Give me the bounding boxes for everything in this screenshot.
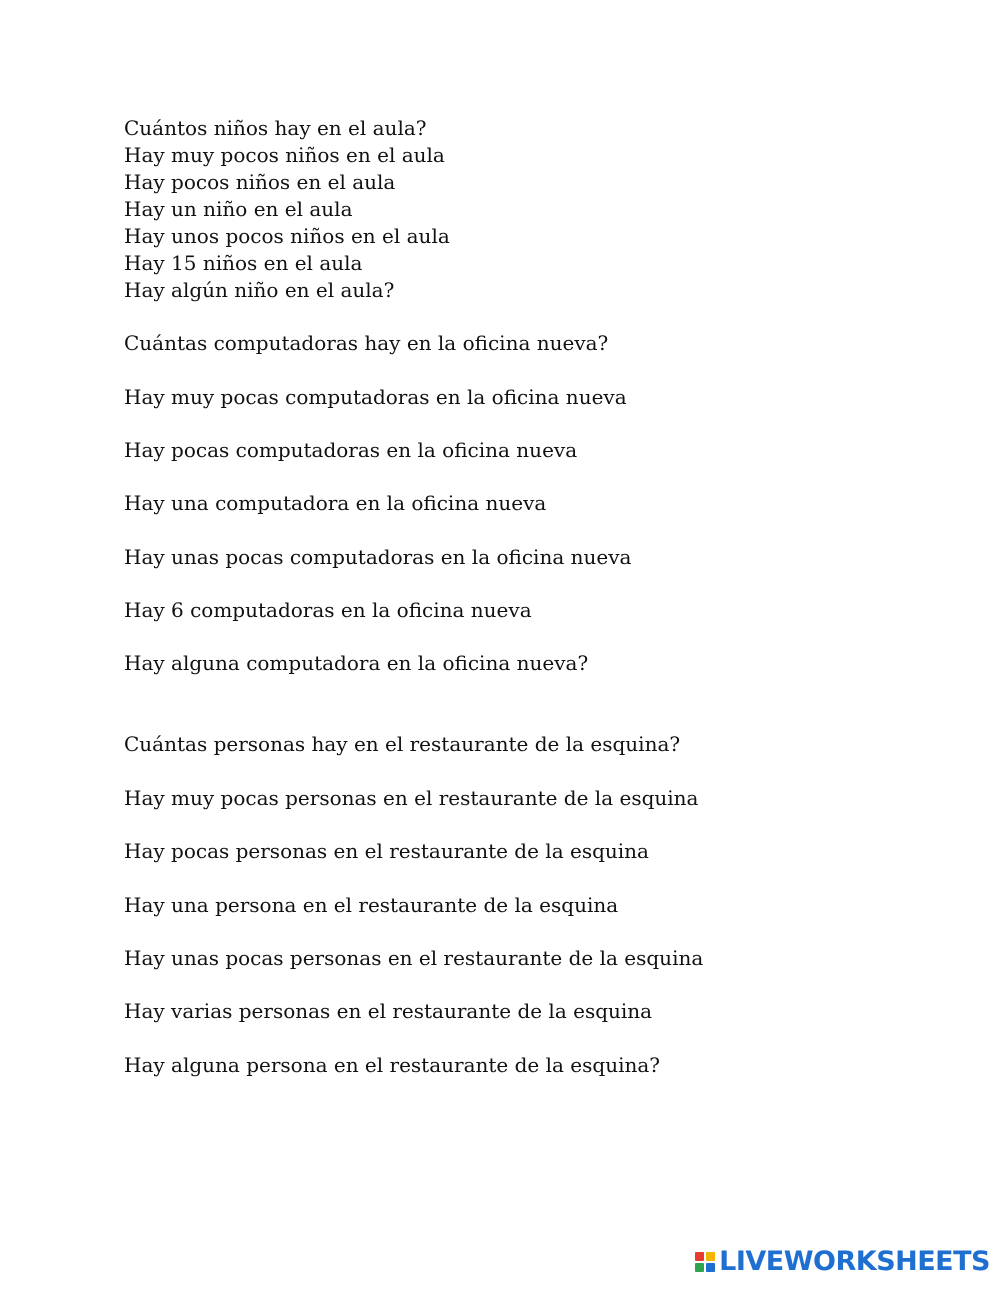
answer-option[interactable]: Hay una computadora en la oficina nueva: [124, 491, 547, 515]
question-1: Cuántos niños hay en el aula?: [124, 116, 427, 140]
answer-option[interactable]: Hay una persona en el restaurante de la esquina: [124, 893, 619, 917]
answer-option[interactable]: Hay alguna persona en el restaurante de la esquina?: [124, 1053, 660, 1077]
logo-blocks-icon: [695, 1252, 715, 1272]
answer-option[interactable]: Hay muy pocos niños en el aula: [124, 143, 445, 167]
answer-option[interactable]: Hay algún niño en el aula?: [124, 278, 395, 302]
answer-option[interactable]: Hay pocas computadoras en la oficina nueva: [124, 438, 578, 462]
answer-option[interactable]: Hay unos pocos niños en el aula: [124, 224, 450, 248]
answer-option[interactable]: Hay alguna computadora en la oficina nueva?: [124, 651, 589, 675]
answer-option[interactable]: Hay varias personas en el restaurante de la esquina: [124, 999, 653, 1023]
logo-block: [695, 1263, 704, 1272]
logo-block: [695, 1252, 704, 1261]
answer-option[interactable]: Hay 6 computadoras en la oficina nueva: [124, 598, 532, 622]
logo-block: [706, 1263, 715, 1272]
answer-option[interactable]: Hay muy pocas personas en el restaurante de la esquina: [124, 786, 699, 810]
logo-block: [706, 1252, 715, 1261]
liveworksheets-logo[interactable]: [695, 1247, 990, 1277]
question-2: Cuántas computadoras hay en la oficina nueva?: [124, 331, 609, 355]
answer-option[interactable]: Hay muy pocas computadoras en la oficina nueva: [124, 385, 627, 409]
answer-option[interactable]: Hay un niño en el aula: [124, 197, 353, 221]
question-3: Cuántas personas hay en el restaurante de la esquina?: [124, 732, 681, 756]
answer-option[interactable]: Hay pocos niños en el aula: [124, 170, 396, 194]
answer-option[interactable]: Hay unas pocas personas en el restaurante de la esquina: [124, 946, 704, 970]
logo-text: LIVEWORKSHEETS: [719, 1246, 990, 1277]
answer-option[interactable]: Hay 15 niños en el aula: [124, 251, 363, 275]
answer-option[interactable]: Hay unas pocas computadoras en la oficina nueva: [124, 545, 632, 569]
answer-option[interactable]: Hay pocas personas en el restaurante de la esquina: [124, 839, 649, 863]
